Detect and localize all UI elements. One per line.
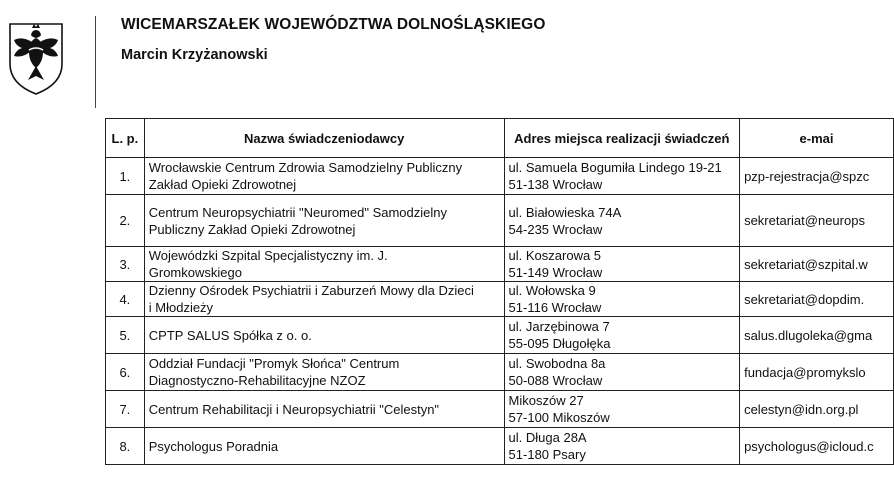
provider-address-line: 51-180 Psary [508,447,586,462]
provider-name-line: Diagnostyczno-Rehabilitacyjne NZOZ [148,373,366,388]
document-title: WICEMARSZAŁEK WOJEWÓDZTWA DOLNOŚLĄSKIEGO [121,16,546,33]
provider-address-line: ul. Samuela Bogumiła Lindego 19-21 [508,160,722,175]
provider-address [504,317,740,354]
provider-address-line: Mikoszów 27 [508,393,584,408]
provider-address-line: 51-149 Wrocław [508,265,603,280]
row-number: 1. [106,158,145,195]
table-row [106,282,894,317]
provider-address [504,354,740,391]
provider-address-line: ul. Wołowska 9 [508,283,596,298]
provider-name-line: Publiczny Zakład Opieki Zdrowotnej [148,221,356,237]
row-number: 5. [106,317,145,354]
provider-address-line: 51-138 Wrocław [508,177,603,192]
column-header-address: Adres miejsca realizacji świadczeń [504,119,740,158]
row-number: 6. [106,354,145,391]
provider-address-line: 50-088 Wrocław [508,373,603,388]
provider-name-line: Gromkowskiego [148,265,242,280]
column-header-name: Nazwa świadczeniodawcy [144,119,504,158]
provider-name-line: Centrum Rehabilitacji i Neuropsychiatrii "Celestyn" [148,401,440,417]
provider-address-line: ul. Swobodna 8a [508,356,606,371]
table-header-row [106,119,894,158]
provider-email: salus.dlugoleka@gma [740,317,894,354]
provider-address [504,282,740,317]
provider-address-line: 54-235 Wrocław [508,221,603,237]
provider-name-line: Dzienny Ośrodek Psychiatrii i Zaburzeń Mowy dla Dzieci [148,283,474,298]
provider-name-line: Wrocławskie Centrum Zdrowia Samodzielny Publiczny [148,160,463,175]
row-number: 2. [106,195,145,247]
provider-name [144,247,504,282]
header-divider [95,16,96,108]
table-row [106,317,894,354]
providers-table [105,118,894,465]
table-row [106,391,894,428]
table-row [106,158,894,195]
provider-name [144,428,504,465]
provider-address-line: ul. Długa 28A [508,430,587,445]
provider-name-line: Psychologus Poradnia [148,438,279,454]
provider-address [504,391,740,428]
eagle-crest-icon [6,18,66,96]
provider-name [144,195,504,247]
provider-address-line: ul. Jarzębinowa 7 [508,319,610,334]
provider-name [144,391,504,428]
provider-name-line: CPTP SALUS Spółka z o. o. [148,327,312,343]
table-row [106,195,894,247]
provider-address-line: 51-116 Wrocław [508,300,602,315]
provider-email: celestyn@idn.org.pl [740,391,894,428]
row-number: 3. [106,247,145,282]
provider-email: sekretariat@dopdim. [740,282,894,317]
provider-address [504,158,740,195]
provider-name-line: i Młodzieży [148,300,214,315]
author-name: Marcin Krzyżanowski [121,47,268,63]
table-row [106,247,894,282]
provider-email: fundacja@promykslo [740,354,894,391]
row-number: 8. [106,428,145,465]
provider-email: pzp-rejestracja@spzc [740,158,894,195]
provider-address-line: 55-095 Długołęka [508,336,611,351]
row-number: 7. [106,391,145,428]
table-row [106,428,894,465]
provider-name-line: Wojewódzki Szpital Specjalistyczny im. J. [148,248,388,263]
provider-name [144,354,504,391]
row-number: 4. [106,282,145,317]
provider-name [144,317,504,354]
provider-address [504,195,740,247]
table-row [106,354,894,391]
provider-address [504,428,740,465]
provider-name [144,158,504,195]
provider-address-line: 57-100 Mikoszów [508,410,610,425]
provider-address-line: ul. Białowieska 74A [508,204,622,220]
provider-name-line: Zakład Opieki Zdrowotnej [148,177,297,192]
provider-email: sekretariat@neurops [740,195,894,247]
column-header-email: e-mai [740,119,894,158]
provider-name-line: Oddział Fundacji "Promyk Słońca" Centrum [148,356,400,371]
provider-name [144,282,504,317]
provider-address [504,247,740,282]
provider-address-line: ul. Koszarowa 5 [508,248,602,263]
column-header-lp: L. p. [106,119,145,158]
provider-email: psychologus@icloud.c [740,428,894,465]
provider-email: sekretariat@szpital.w [740,247,894,282]
provider-name-line: Centrum Neuropsychiatrii "Neuromed" Samodzielny [148,204,448,220]
